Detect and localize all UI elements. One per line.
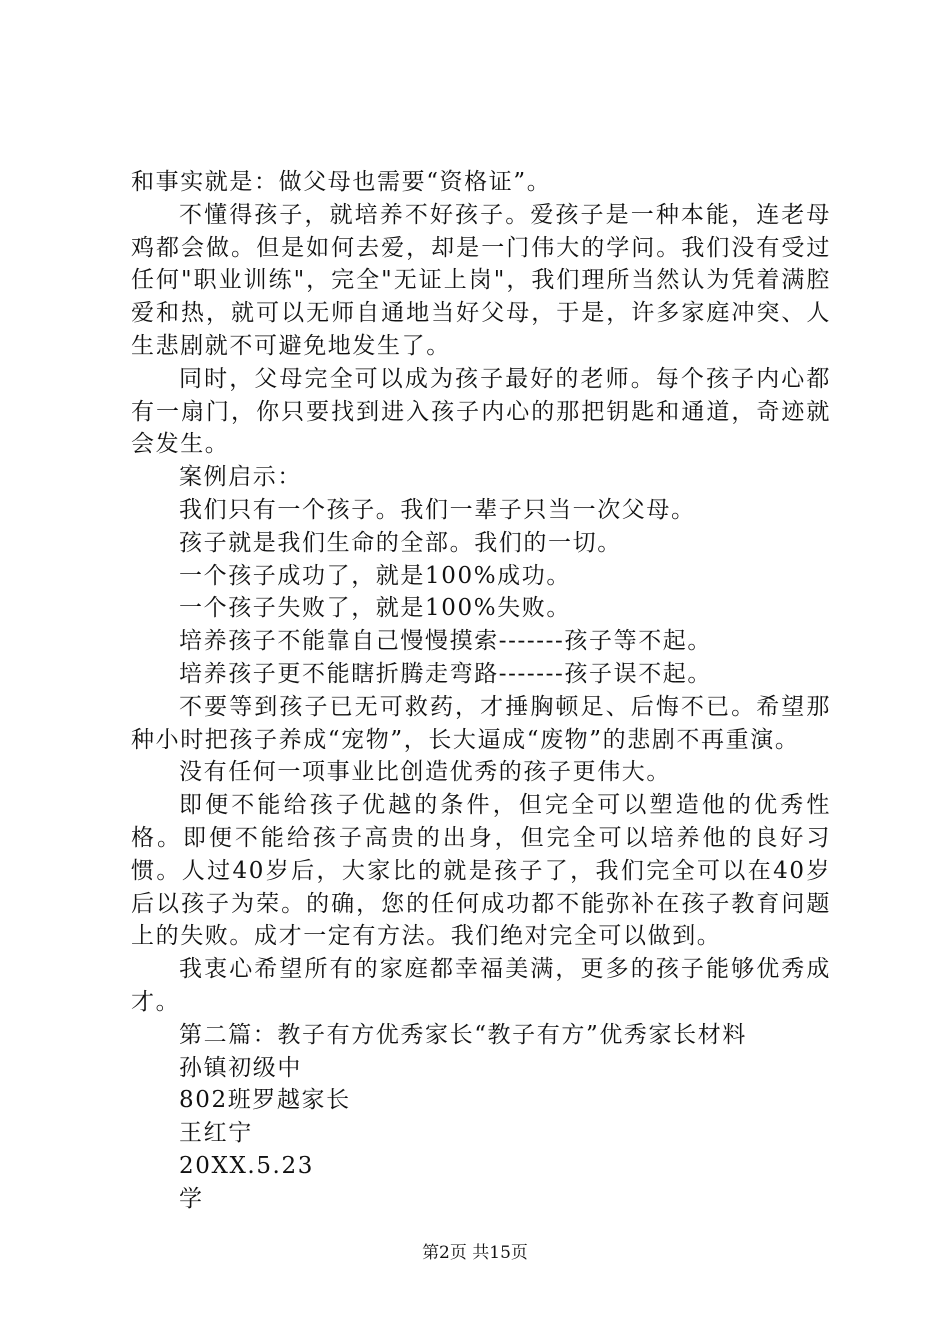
paragraph: 即便不能给孩子优越的条件，但完全可以塑造他的优秀性格。即便不能给孩子高贵的出身，但完全可以培养他的良好习惯。人过40岁后，大家比的就是孩子了，我们完全可以在40岁后以孩子为荣。的确，您的任何成功都不能弥补在孩子教育问题上的失败。成才一定有方法。我们绝对完全可以做到。 [131,792,831,950]
paragraph: 不要等到孩子已无可救药，才捶胸顿足、后悔不已。希望那种小时把孩子养成“宠物”，长大逼成“废物”的悲剧不再重演。 [131,693,831,753]
paragraph: 培养孩子更不能瞎折腾走弯路-------孩子误不起。 [179,660,713,687]
paragraph: 同时，父母完全可以成为孩子最好的老师。每个孩子内心都有一扇门，你只要找到进入孩子内心的那把钥匙和通道，奇迹就会发生。 [131,365,831,458]
paragraph: 孩子就是我们生命的全部。我们的一切。 [179,529,622,556]
author-name: 王红宁 [179,1120,253,1147]
section-heading-case-insight: 案例启示： [179,464,302,491]
paragraph-continuation: 和事实就是：做父母也需要“资格证”。 [131,169,552,195]
class-parent: 802班罗越家长 [179,1087,351,1114]
paragraph: 我们只有一个孩子。我们一辈子只当一次父母。 [179,496,696,523]
paragraph: 一个孩子成功了，就是100%成功。 [179,562,571,589]
document-date: 20XX.5.23 [179,1152,314,1179]
section-title-part-two: 第二篇：教子有方优秀家长“教子有方”优秀家长材料 [179,1021,747,1048]
page-number-footer: 第2页 共15页 [422,1243,528,1263]
paragraph: 一个孩子失败了，就是100%失败。 [179,595,571,622]
document-body [131,166,831,1216]
paragraph: 培养孩子不能靠自己慢慢摸索-------孩子等不起。 [179,628,713,655]
paragraph: 不懂得孩子，就培养不好孩子。爱孩子是一种本能，连老母鸡都会做。但是如何去爱，却是一门伟大的学问。我们没有受过任何"职业训练"，完全"无证上岗"，我们理所当然认为凭着满腔爱和热，就可以无师自通地当好父母，于是，许多家庭冲突、人生悲剧就不可避免地发生了。 [131,201,831,359]
school-name: 孙镇初级中 [179,1054,302,1081]
paragraph: 没有任何一项事业比创造优秀的孩子更伟大。 [179,759,671,786]
paragraph: 我衷心希望所有的家庭都幸福美满，更多的孩子能够优秀成才。 [131,956,831,1015]
paragraph-start: 学 [179,1185,204,1212]
